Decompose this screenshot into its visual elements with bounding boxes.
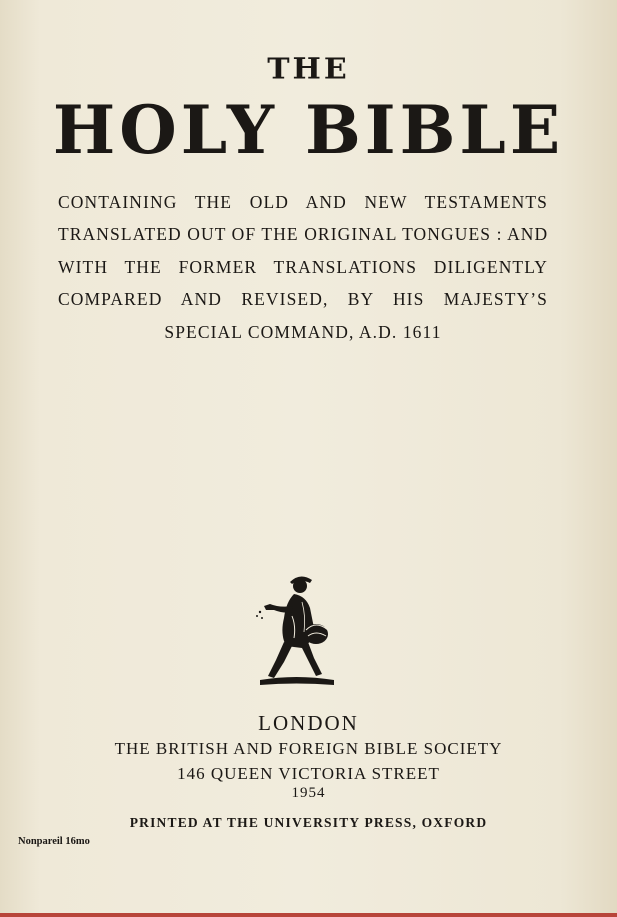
page-edge <box>0 913 617 917</box>
publisher-name: THE BRITISH AND FOREIGN BIBLE SOCIETY <box>114 739 503 758</box>
edition-note: Nonpareil 16mo <box>18 836 90 847</box>
subtitle-block <box>58 186 548 348</box>
subtitle-line: SPECIAL COMMAND, A.D. 1611 <box>164 321 442 342</box>
subtitle-line: COMPARED AND REVISED, BY HIS MAJESTY’S <box>58 289 548 310</box>
subtitle-line: CONTAINING THE OLD AND NEW TESTAMENTS <box>58 192 548 212</box>
title-the: THE <box>267 52 350 87</box>
sower-icon <box>254 572 338 688</box>
subtitle-line: WITH THE FORMER TRANSLATIONS DILIGENTLY <box>58 256 548 277</box>
title-holy-bible: HOLY BIBLE <box>52 91 565 169</box>
printer-line: PRINTED AT THE UNIVERSITY PRESS, OXFORD <box>129 815 488 830</box>
subtitle-line: TRANSLATED OUT OF THE ORIGINAL TONGUES : AND <box>58 224 549 245</box>
publication-year: 1954 <box>291 785 326 801</box>
publisher-city: LONDON <box>258 711 359 735</box>
publisher-street: 146 QUEEN VICTORIA STREET <box>177 764 440 783</box>
